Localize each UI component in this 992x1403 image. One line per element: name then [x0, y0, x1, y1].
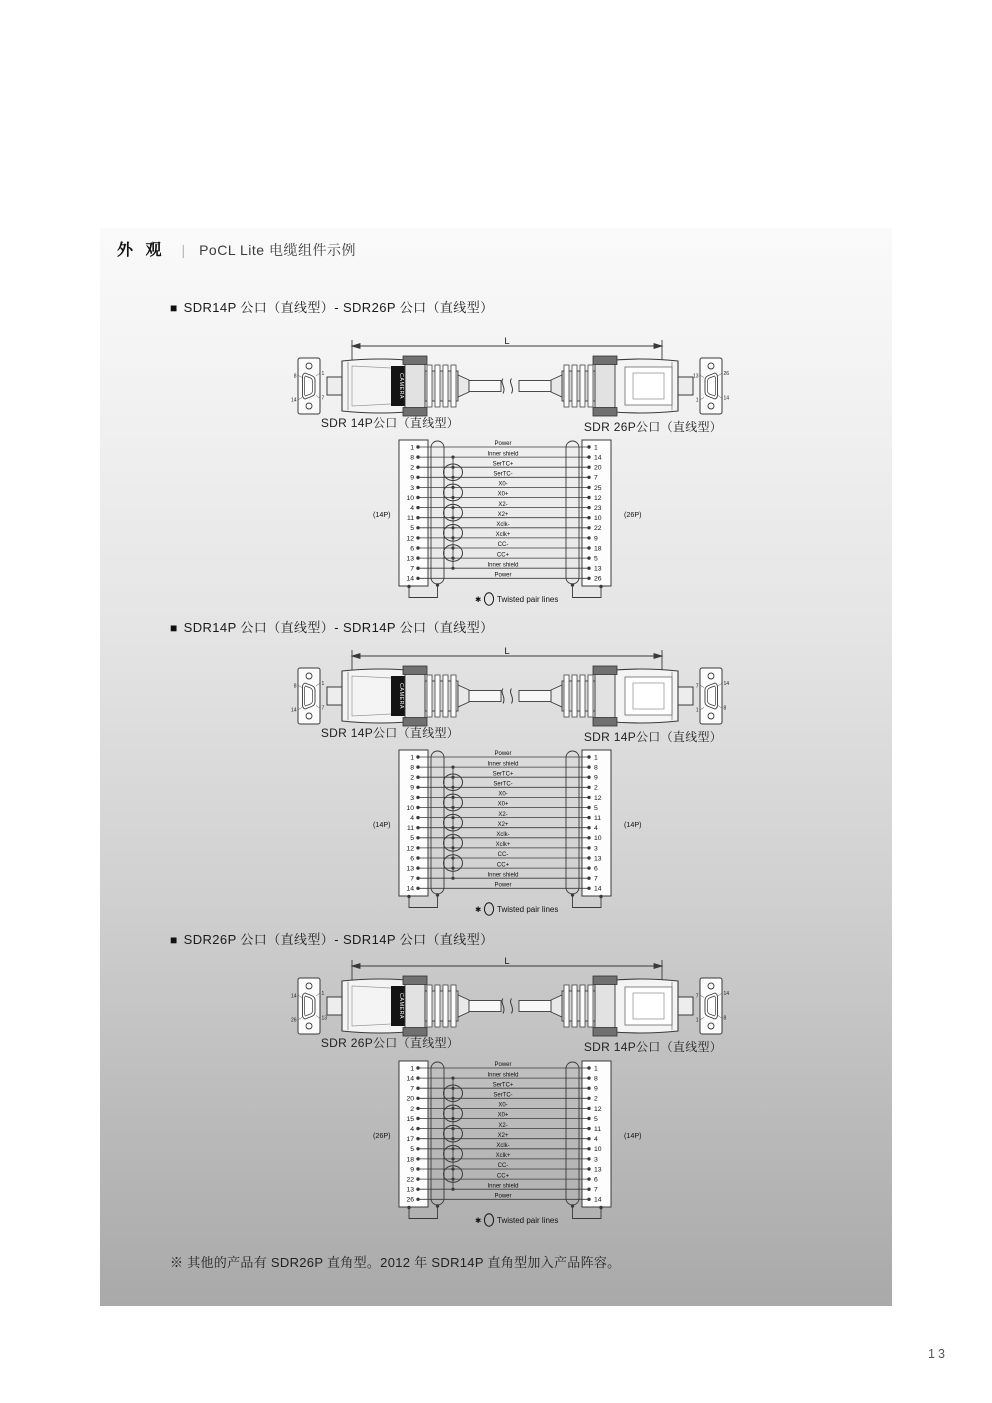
right-connector-box [582, 750, 611, 896]
svg-text:13: 13 [321, 1015, 328, 1022]
signal-name: CC- [497, 542, 509, 549]
legend-asterisk-icon: ✱ [475, 1216, 482, 1225]
right-pin-number: 26 [594, 575, 602, 583]
right-pin-number: 9 [594, 1085, 598, 1093]
left-pin-number: 17 [406, 1136, 414, 1144]
right-pin-number: 23 [594, 505, 602, 512]
right-pin-number: 11 [594, 815, 602, 822]
svg-text:8: 8 [723, 705, 727, 712]
wiring-diagram-svg [363, 1058, 673, 1230]
left-pin-number: 9 [410, 474, 414, 482]
page-subtitle: PoCL Lite 电缆组件示例 [199, 242, 356, 258]
left-pin-number: 2 [410, 1105, 414, 1113]
wiring-diagram [363, 1058, 673, 1230]
cable-break-mark [502, 689, 504, 704]
header-divider: | [181, 242, 186, 258]
left-pin-number: 12 [406, 535, 414, 543]
svg-text:1: 1 [321, 991, 325, 997]
left-type-label: (26P) [373, 1131, 391, 1140]
right-pin-number: 1 [594, 754, 598, 762]
left-pin-number: 6 [410, 545, 414, 553]
svg-text:7: 7 [695, 993, 699, 1000]
right-pin-number: 8 [594, 764, 598, 772]
signal-name: X0+ [497, 491, 509, 498]
connector-label-left: SDR 14P公口（直线型） [320, 416, 460, 430]
left-pin-number: 10 [406, 494, 414, 502]
signal-name: Power [494, 572, 512, 579]
svg-text:1: 1 [321, 371, 325, 377]
signal-name: SerTC- [493, 1092, 513, 1099]
legend-text: Twisted pair lines [497, 905, 559, 914]
signal-name: X0+ [497, 801, 509, 808]
wiring-diagram-svg [363, 437, 673, 609]
twisted-pair-legend [475, 593, 558, 605]
right-pin-number: 7 [594, 1186, 598, 1194]
left-shield-loop [431, 751, 444, 894]
signal-name: Xclk- [496, 832, 510, 838]
svg-text:13: 13 [692, 373, 699, 380]
signal-name: Inner shield [487, 1072, 519, 1079]
section-bullet-icon: ■ [170, 301, 178, 315]
signal-name: CC- [497, 1163, 509, 1170]
twisted-pair-legend [475, 1214, 558, 1226]
svg-text:CAMERA: CAMERA [398, 373, 404, 399]
left-pin-number: 20 [406, 1095, 414, 1103]
right-type-label: (14P) [624, 820, 642, 829]
left-pin-number: 5 [410, 525, 414, 533]
footnote: ※ 其他的产品有 SDR26P 直角型。2012 年 SDR14P 直角型加入产品阵容。 [170, 1255, 621, 1270]
right-pin-number: 10 [594, 1146, 602, 1154]
cable-break-mark [510, 999, 512, 1014]
signal-name: X2+ [497, 821, 509, 828]
connector-label-right: SDR 14P公口（直线型） [583, 1040, 723, 1054]
svg-text:14: 14 [723, 991, 730, 997]
signal-name: Power [494, 1193, 512, 1200]
legend-ellipse-icon [484, 1214, 493, 1226]
left-pin-number: 11 [406, 515, 414, 523]
signal-name: Xclk- [496, 1143, 510, 1149]
signal-name: Inner shield [487, 562, 519, 569]
left-pin-number: 14 [406, 1075, 414, 1083]
svg-text:14: 14 [290, 993, 297, 1000]
signal-name: CC+ [496, 862, 510, 869]
right-pin-number: 22 [594, 525, 602, 533]
section-bullet-icon: ■ [170, 621, 178, 635]
left-pin-number: 18 [406, 1156, 414, 1164]
right-pin-number: 12 [594, 794, 602, 802]
left-connector-box [399, 440, 428, 586]
signal-name: SerTC+ [492, 461, 514, 468]
svg-text:26: 26 [290, 1017, 297, 1024]
legend-ellipse-icon [484, 593, 493, 605]
right-pin-number: 11 [594, 1126, 602, 1133]
right-pin-number: 9 [594, 535, 598, 543]
signal-name: Xclk- [496, 522, 510, 528]
left-connector-box [399, 750, 428, 896]
signal-name: Power [494, 751, 512, 758]
left-pin-number: 4 [410, 1126, 414, 1133]
connector-face-view [696, 978, 730, 1034]
section-bullet-icon: ■ [170, 933, 178, 947]
right-shield-loop [566, 441, 579, 584]
left-pin-number: 10 [406, 804, 414, 812]
right-pin-number: 8 [594, 1075, 598, 1083]
svg-text:14: 14 [290, 397, 297, 404]
svg-text:1: 1 [695, 1017, 699, 1024]
signal-name: CC+ [496, 1173, 510, 1180]
legend-asterisk-icon: ✱ [475, 905, 482, 914]
signal-name: X0- [498, 1102, 508, 1109]
legend-text: Twisted pair lines [497, 595, 559, 604]
right-pin-number: 5 [594, 804, 598, 812]
left-pin-number: 4 [410, 815, 414, 822]
legend-ellipse-icon [484, 903, 493, 915]
right-pin-number: 3 [594, 845, 598, 853]
left-pin-number: 13 [406, 555, 414, 563]
right-pin-number: 9 [594, 774, 598, 782]
signal-name: X0- [498, 481, 508, 488]
svg-text:7: 7 [321, 395, 325, 402]
svg-text:1: 1 [321, 681, 325, 687]
twisted-pair-legend [475, 903, 558, 915]
cable-break-mark [510, 379, 512, 394]
dimension-label: L [504, 646, 510, 657]
signal-name: SerTC- [493, 781, 513, 788]
right-connector-box [582, 1061, 611, 1207]
connector-body-right [519, 976, 693, 1036]
left-pin-number: 3 [410, 794, 414, 802]
left-pin-number: 15 [406, 1115, 414, 1123]
left-pin-number: 9 [410, 1166, 414, 1174]
signal-name: SerTC+ [492, 771, 514, 778]
right-pin-number: 12 [594, 1105, 602, 1113]
left-pin-number: 1 [410, 444, 414, 452]
right-connector-box [582, 440, 611, 586]
connector-body-left [327, 356, 501, 416]
section-title [170, 617, 494, 636]
signal-name: Power [494, 1062, 512, 1069]
left-pin-number: 1 [410, 1065, 414, 1073]
cable-break-mark [502, 379, 504, 394]
left-pin-number: 6 [410, 855, 414, 863]
section-title-text: SDR14P 公口（直线型）- SDR14P 公口（直线型） [183, 620, 494, 635]
connector-face-view [291, 668, 325, 724]
svg-text:26: 26 [723, 371, 730, 377]
connector-label-left: SDR 14P公口（直线型） [320, 726, 460, 740]
right-type-label: (26P) [624, 510, 642, 519]
right-pin-number: 4 [594, 825, 598, 833]
signal-name: Xclk+ [495, 532, 511, 539]
wiring-diagram [363, 437, 673, 609]
right-pin-number: 12 [594, 494, 602, 502]
left-pin-number: 8 [410, 764, 414, 772]
svg-text:7: 7 [321, 705, 325, 712]
connector-body-right [519, 666, 693, 726]
right-pin-number: 2 [594, 1095, 598, 1103]
signal-name: X2- [498, 1122, 508, 1129]
right-pin-number: 10 [594, 835, 602, 843]
right-pin-number: 2 [594, 784, 598, 792]
page-number: 13 [928, 1347, 948, 1361]
left-pin-number: 7 [410, 1085, 414, 1093]
dimension-label: L [504, 336, 510, 347]
left-connector-box [399, 1061, 428, 1207]
signal-name: Power [494, 882, 512, 889]
left-pin-number: 9 [410, 784, 414, 792]
connector-label-right: SDR 26P公口（直线型） [583, 420, 723, 434]
signal-name: X0- [498, 791, 508, 798]
signal-name: X2- [498, 811, 508, 818]
left-pin-number: 14 [406, 885, 414, 893]
left-pin-number: 2 [410, 774, 414, 782]
signal-name: Inner shield [487, 1183, 519, 1190]
left-type-label: (14P) [373, 820, 391, 829]
left-pin-number: 4 [410, 505, 414, 512]
left-pin-number: 8 [410, 454, 414, 462]
right-pin-number: 7 [594, 875, 598, 883]
left-pin-number: 13 [406, 865, 414, 873]
right-shield-loop [566, 1062, 579, 1205]
svg-text:1: 1 [695, 707, 699, 714]
connector-face-view [291, 978, 327, 1034]
right-pin-number: 6 [594, 1176, 598, 1184]
signal-name: CC- [497, 852, 509, 859]
left-shield-loop [431, 1062, 444, 1205]
right-pin-number: 4 [594, 1136, 598, 1144]
left-pin-number: 14 [406, 575, 414, 583]
right-shield-loop [566, 751, 579, 894]
right-pin-number: 20 [594, 464, 602, 472]
svg-text:8: 8 [293, 683, 297, 690]
right-pin-number: 1 [594, 1065, 598, 1073]
right-pin-number: 1 [594, 444, 598, 452]
wiring-diagram-svg [363, 747, 673, 919]
right-pin-number: 7 [594, 474, 598, 482]
section-title-text: SDR26P 公口（直线型）- SDR14P 公口（直线型） [183, 932, 494, 947]
connector-face-view [291, 358, 325, 414]
signal-name: X0+ [497, 1112, 509, 1119]
svg-text:14: 14 [723, 395, 730, 402]
cable-break-mark [510, 689, 512, 704]
signal-name: Inner shield [487, 451, 519, 458]
left-pin-number: 22 [406, 1176, 414, 1184]
right-pin-number: 25 [594, 484, 602, 492]
right-pin-number: 14 [594, 885, 602, 893]
section-title-text: SDR14P 公口（直线型）- SDR26P 公口（直线型） [183, 300, 494, 315]
wiring-diagram [363, 747, 673, 919]
right-pin-number: 13 [594, 565, 602, 573]
right-pin-number: 14 [594, 1196, 602, 1204]
right-pin-number: 5 [594, 555, 598, 563]
left-shield-loop [431, 441, 444, 584]
left-pin-number: 1 [410, 754, 414, 762]
signal-name: CC+ [496, 552, 510, 559]
signal-name: SerTC- [493, 471, 513, 478]
svg-text:8: 8 [293, 373, 297, 380]
left-pin-number: 5 [410, 835, 414, 843]
left-pin-number: 26 [406, 1196, 414, 1204]
section-title [170, 929, 494, 948]
left-pin-number: 3 [410, 484, 414, 492]
signal-name: X2+ [497, 511, 509, 518]
left-pin-number: 13 [406, 1186, 414, 1194]
signal-name: X2+ [497, 1132, 509, 1139]
right-pin-number: 6 [594, 865, 598, 873]
section-title [170, 297, 494, 316]
left-type-label: (14P) [373, 510, 391, 519]
svg-text:8: 8 [723, 1015, 727, 1022]
right-pin-number: 13 [594, 855, 602, 863]
signal-name: Inner shield [487, 872, 519, 879]
svg-text:CAMERA: CAMERA [398, 993, 404, 1019]
svg-text:14: 14 [290, 707, 297, 714]
signal-name: Xclk+ [495, 1153, 511, 1160]
connector-label-left: SDR 26P公口（直线型） [320, 1036, 460, 1050]
signal-name: Xclk+ [495, 842, 511, 849]
page-title: 外 观 [117, 242, 166, 259]
svg-text:1: 1 [695, 397, 699, 404]
connector-label-right: SDR 14P公口（直线型） [583, 730, 723, 744]
connector-body-left [327, 976, 501, 1036]
left-pin-number: 7 [410, 875, 414, 883]
signal-name: SerTC+ [492, 1082, 514, 1089]
connector-body-left [327, 666, 501, 726]
dimension-label: L [504, 956, 510, 967]
left-pin-number: 5 [410, 1146, 414, 1154]
page-header [117, 237, 356, 260]
legend-text: Twisted pair lines [497, 1216, 559, 1225]
left-pin-number: 12 [406, 845, 414, 853]
left-pin-number: 2 [410, 464, 414, 472]
right-pin-number: 3 [594, 1156, 598, 1164]
connector-body-right [519, 356, 693, 416]
left-pin-number: 11 [406, 825, 414, 833]
right-pin-number: 10 [594, 515, 602, 523]
svg-text:14: 14 [723, 681, 730, 687]
svg-text:CAMERA: CAMERA [398, 683, 404, 709]
cable-break-mark [502, 999, 504, 1014]
legend-asterisk-icon: ✱ [475, 595, 482, 604]
right-pin-number: 18 [594, 545, 602, 553]
right-pin-number: 14 [594, 454, 602, 462]
signal-name: X2- [498, 501, 508, 508]
right-type-label: (14P) [624, 1131, 642, 1140]
right-pin-number: 13 [594, 1166, 602, 1174]
signal-name: Power [494, 441, 512, 448]
connector-face-view [696, 668, 730, 724]
connector-face-view [693, 358, 729, 414]
signal-name: Inner shield [487, 761, 519, 768]
right-pin-number: 5 [594, 1115, 598, 1123]
svg-text:7: 7 [695, 683, 699, 690]
left-pin-number: 7 [410, 565, 414, 573]
